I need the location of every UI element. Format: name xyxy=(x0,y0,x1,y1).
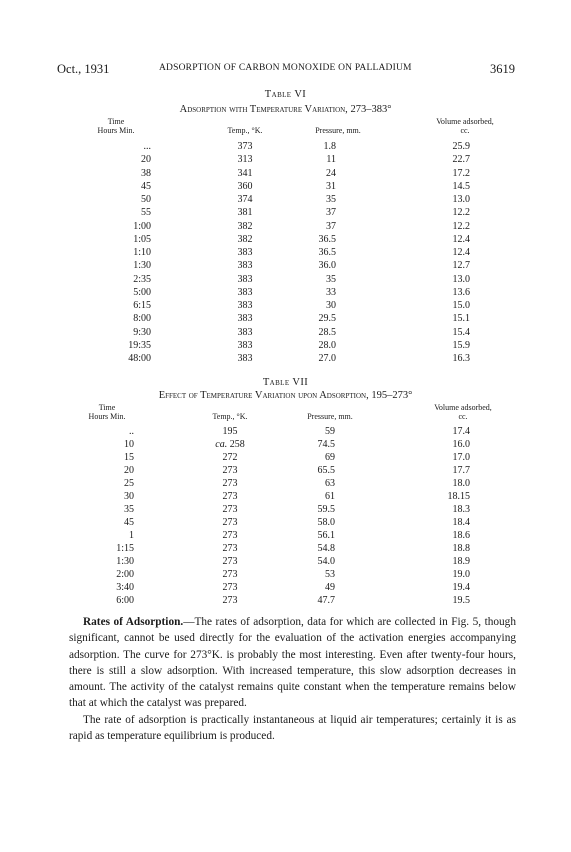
body-text xyxy=(69,614,516,744)
table-7-cell-temp: 273 xyxy=(222,504,238,515)
table-6-cell-volume: 13.6 xyxy=(452,286,470,298)
table-6-cell-temp: 381 xyxy=(237,207,253,219)
table-6-cell-time: ... xyxy=(143,141,151,152)
table-7-cell-volume: 18.8 xyxy=(452,543,470,554)
table-7-cell-volume: 18.9 xyxy=(452,556,470,567)
table-7-col-volume-line2: cc. xyxy=(458,411,468,421)
table-7-cell-time: 35 xyxy=(124,504,134,515)
table-7-col-temp: Temp., °K. xyxy=(212,412,248,421)
table-6-cell-volume: 15.4 xyxy=(452,326,470,338)
table-7-cell-volume: 18.6 xyxy=(452,530,470,541)
table-6-col-time-line2: Hours Min. xyxy=(97,125,135,135)
table-6-row xyxy=(0,287,571,299)
table-7-cell-pressure: 61 xyxy=(325,491,335,502)
section-heading: Rates of Adsorption. xyxy=(83,616,184,628)
table-6-cell-temp: 383 xyxy=(237,247,253,258)
table-6-cell-pressure: 11 xyxy=(326,154,336,166)
table-6-cell-pressure: 27.0 xyxy=(318,353,336,364)
table-6-subcaption-text: Adsorption with Temperature Variation, xyxy=(179,104,348,115)
table-6-col-time xyxy=(86,118,146,135)
table-6-row xyxy=(0,141,571,153)
table-7-cell-volume: 19.4 xyxy=(452,582,470,593)
table-7-cell-pressure: 53 xyxy=(325,569,335,580)
table-6-col-volume xyxy=(415,118,515,135)
table-7-cell-time: 10 xyxy=(124,439,134,450)
table-7-cell-volume: 17.4 xyxy=(452,426,470,437)
table-7-cell-volume: 18.15 xyxy=(447,491,470,502)
table-6-cell-temp: 313 xyxy=(237,154,253,166)
table-6-cell-temp: 373 xyxy=(237,141,253,152)
table-6-cell-time: 6:15 xyxy=(133,300,151,311)
table-7-cell-temp: 273 xyxy=(222,530,238,541)
table-7-cell-pressure: 69 xyxy=(325,452,335,463)
table-6-cell-temp: 383 xyxy=(237,260,253,272)
table-7-row xyxy=(0,582,571,594)
table-7-col-time xyxy=(72,404,142,421)
table-6-cell-volume: 13.0 xyxy=(452,273,470,285)
table-7-row xyxy=(0,556,571,568)
table-6-row xyxy=(0,300,571,312)
table-6-col-pressure: Pressure, mm. xyxy=(315,126,361,135)
table-7-cell-time: 30 xyxy=(124,491,134,502)
table-7-cell-pressure: 47.7 xyxy=(317,595,335,606)
table-7-cell-pressure: 59 xyxy=(325,426,335,437)
table-6-row xyxy=(0,221,571,233)
table-6-cell-time: 1:30 xyxy=(133,260,151,272)
table-6-row xyxy=(0,260,571,272)
table-6-row xyxy=(0,207,571,219)
table-7-subcaption xyxy=(0,390,571,401)
table-7-cell-pressure: 54.8 xyxy=(317,543,335,554)
table-7-cell-temp: 273 xyxy=(222,478,238,489)
table-6-cell-volume: 14.5 xyxy=(452,180,470,192)
table-6-cell-pressure: 31 xyxy=(326,180,336,192)
table-7-cell-time: 45 xyxy=(124,517,134,528)
running-title: ADSORPTION OF CARBON MONOXIDE ON PALLADIUM xyxy=(159,63,412,73)
table-6-cell-temp: 382 xyxy=(237,233,253,245)
table-6-cell-pressure: 33 xyxy=(326,286,336,298)
table-6-cell-volume: 16.3 xyxy=(452,353,470,364)
table-6-cell-volume: 12.7 xyxy=(452,260,470,272)
table-7-row xyxy=(0,504,571,516)
page-number: 3619 xyxy=(490,62,515,76)
table-6-col-volume-line2: cc. xyxy=(460,125,470,135)
running-head xyxy=(57,62,515,78)
table-6-cell-time: 19:35 xyxy=(128,339,151,351)
table-6-cell-time: 1:00 xyxy=(133,220,151,232)
table-7-row xyxy=(0,452,571,464)
table-7-col-volume-line1: Volume adsorbed, xyxy=(434,403,492,412)
table-6-cell-pressure: 28.0 xyxy=(318,339,336,351)
table-6-cell-pressure: 35 xyxy=(326,273,336,285)
table-7-col-time-line1: Time xyxy=(98,403,116,412)
table-6-cell-time: 1:10 xyxy=(133,247,151,258)
table-7-cell-temp: 273 xyxy=(222,465,238,476)
table-6-row xyxy=(0,181,571,193)
table-7-cell-pressure: 54.0 xyxy=(317,556,335,567)
table-6-cell-pressure: 36.0 xyxy=(318,260,336,272)
table-6-subcaption xyxy=(0,104,571,115)
table-6-cell-time: 55 xyxy=(141,207,151,219)
table-6-row xyxy=(0,353,571,365)
table-6-col-volume-line1: Volume adsorbed, xyxy=(436,117,494,126)
table-6-row xyxy=(0,340,571,352)
table-6-col-time-line1: Time xyxy=(107,117,125,126)
table-6-cell-pressure: 29.5 xyxy=(318,313,336,325)
table-6-cell-pressure: 1.8 xyxy=(323,141,336,152)
table-7-cell-time: 1 xyxy=(129,530,134,541)
table-7-cell-time: 1:30 xyxy=(116,556,134,567)
table-6-row xyxy=(0,154,571,166)
table-7-cell-pressure: 59.5 xyxy=(317,504,335,515)
table-6-cell-pressure: 37 xyxy=(326,207,336,219)
table-7-cell-temp: 273 xyxy=(222,556,238,567)
table-6-row xyxy=(0,327,571,339)
table-6-cell-time: 50 xyxy=(141,194,151,205)
table-6-cell-time: 2:35 xyxy=(133,273,151,285)
table-7-row xyxy=(0,439,571,451)
table-6-cell-time: 48:00 xyxy=(128,353,151,364)
table-7-row xyxy=(0,491,571,503)
table-6-cell-volume: 15.9 xyxy=(452,339,470,351)
table-6-row xyxy=(0,234,571,246)
table-6-cell-time: 1:05 xyxy=(133,233,151,245)
table-7-row xyxy=(0,569,571,581)
table-6-cell-time: 5:00 xyxy=(133,286,151,298)
table-7-cell-temp: 272 xyxy=(222,452,238,463)
table-6-cell-temp: 374 xyxy=(237,194,253,205)
table-7-cell-pressure: 56.1 xyxy=(317,530,335,541)
table-6-cell-pressure: 36.5 xyxy=(318,247,336,258)
table-7-col-time-line2: Hours Min. xyxy=(88,411,126,421)
table-6-row xyxy=(0,168,571,180)
table-6-row xyxy=(0,247,571,259)
table-6-cell-time: 8:00 xyxy=(133,313,151,325)
table-7-cell-time: .. xyxy=(129,426,134,437)
table-7-col-volume xyxy=(408,404,518,421)
table-7-cell-volume: 18.0 xyxy=(452,478,470,489)
table-7-cell-temp: 195 xyxy=(222,426,238,437)
table-6-cell-volume: 15.0 xyxy=(452,300,470,311)
paragraph-rates xyxy=(69,614,516,712)
table-7-row xyxy=(0,543,571,555)
table-7-cell-temp: 273 xyxy=(222,517,238,528)
table-7-cell-time: 6:00 xyxy=(116,595,134,606)
table-7-cell-volume: 16.0 xyxy=(452,439,470,450)
table-6-cell-temp: 382 xyxy=(237,220,253,232)
table-7-cell-time: 3:40 xyxy=(116,582,134,593)
table-7-cell-pressure: 74.5 xyxy=(317,439,335,450)
table-7-cell-volume: 17.7 xyxy=(452,465,470,476)
table-7-cell-volume: 18.4 xyxy=(452,517,470,528)
table-6-cell-temp: 383 xyxy=(237,313,253,325)
table-6-cell-temp: 383 xyxy=(237,273,253,285)
table-7-cell-pressure: 49 xyxy=(325,582,335,593)
table-6-cell-temp: 383 xyxy=(237,286,253,298)
table-6-cell-volume: 12.2 xyxy=(452,207,470,219)
table-6-cell-pressure: 35 xyxy=(326,194,336,205)
table-7-cell-temp: 273 xyxy=(222,543,238,554)
table-6-caption: Table VI xyxy=(264,89,307,100)
table-7-row xyxy=(0,530,571,542)
table-6-cell-pressure: 24 xyxy=(326,167,336,179)
table-7-cell-temp: 273 xyxy=(222,569,238,580)
table-7-row xyxy=(0,465,571,477)
table-7-cell-time: 20 xyxy=(124,465,134,476)
table-6-cell-volume: 22.7 xyxy=(452,154,470,166)
table-7-cell-temp: ca. 258 xyxy=(215,439,245,450)
table-7-cell-temp: 273 xyxy=(222,491,238,502)
table-6-cell-time: 38 xyxy=(141,167,151,179)
table-7-row xyxy=(0,426,571,438)
table-7-cell-volume: 18.3 xyxy=(452,504,470,515)
table-6-cell-time: 9:30 xyxy=(133,326,151,338)
table-7-cell-temp: 273 xyxy=(222,595,238,606)
table-6-cell-temp: 383 xyxy=(237,339,253,351)
table-7-temperature-range: 195–273° xyxy=(371,390,413,401)
table-6-cell-pressure: 37 xyxy=(326,220,336,232)
table-7-row xyxy=(0,517,571,529)
table-6-cell-temp: 383 xyxy=(237,326,253,338)
table-6-cell-pressure: 36.5 xyxy=(318,233,336,245)
table-6-col-temp: Temp., °K. xyxy=(227,126,263,135)
table-6-temperature-range: 273–383° xyxy=(350,104,392,115)
table-7-cell-time: 15 xyxy=(124,452,134,463)
table-7-cell-volume: 19.0 xyxy=(452,569,470,580)
issue-date: Oct., 1931 xyxy=(57,62,110,76)
table-7-subcaption-text: Effect of Temperature Variation upon Adsorption, xyxy=(158,390,369,401)
table-6-cell-pressure: 28.5 xyxy=(318,326,336,338)
table-6-cell-volume: 25.9 xyxy=(452,141,470,152)
table-7-row xyxy=(0,478,571,490)
table-6-cell-volume: 12.4 xyxy=(452,233,470,245)
table-7-row xyxy=(0,595,571,607)
table-6-cell-temp: 341 xyxy=(237,167,253,179)
table-6-row xyxy=(0,313,571,325)
table-7-cell-time: 25 xyxy=(124,478,134,489)
table-6-cell-volume: 17.2 xyxy=(452,167,470,179)
table-7-cell-volume: 17.0 xyxy=(452,452,470,463)
paragraph-instantaneous: The rate of adsorption is practically instantaneous at liquid air temperatures; certainly it is as rapid as temperature equilibrium is produced. xyxy=(69,713,516,743)
table-6-row xyxy=(0,194,571,206)
table-6-cell-temp: 383 xyxy=(237,353,253,364)
table-6-cell-time: 45 xyxy=(141,180,151,192)
table-7-col-pressure: Pressure, mm. xyxy=(307,412,353,421)
table-6-cell-volume: 15.1 xyxy=(452,313,470,325)
table-7-cell-temp: 273 xyxy=(222,582,238,593)
table-6-cell-volume: 12.4 xyxy=(452,247,470,258)
table-6-cell-volume: 12.2 xyxy=(452,220,470,232)
table-6-row xyxy=(0,274,571,286)
table-6-cell-temp: 383 xyxy=(237,300,253,311)
table-7-cell-pressure: 65.5 xyxy=(317,465,335,476)
table-6-cell-pressure: 30 xyxy=(326,300,336,311)
table-7-cell-time: 1:15 xyxy=(116,543,134,554)
table-7-cell-time: 2:00 xyxy=(116,569,134,580)
paragraph-rates-text: —The rates of adsorption, data for which are collected in Fig. 5, though significant, cannot be used directly for the evaluation of the activation energies accompanying adsorption. The curve for 273°K. is probably the most interesting. Even after twenty-four hours, there is still a slow adsorption. With increased temperature, this slow adsorption decreases in amount. The activity of the catalyst remains quite constant when the temperature remains below that at which the catalyst was prepared. xyxy=(69,616,516,710)
table-7-caption: Table VII xyxy=(262,377,309,388)
table-6-cell-temp: 360 xyxy=(237,180,253,192)
table-7-cell-volume: 19.5 xyxy=(452,595,470,606)
table-6-cell-time: 20 xyxy=(141,154,151,166)
table-7-cell-pressure: 63 xyxy=(325,478,335,489)
table-7-cell-pressure: 58.0 xyxy=(317,517,335,528)
table-6-cell-volume: 13.0 xyxy=(452,194,470,205)
